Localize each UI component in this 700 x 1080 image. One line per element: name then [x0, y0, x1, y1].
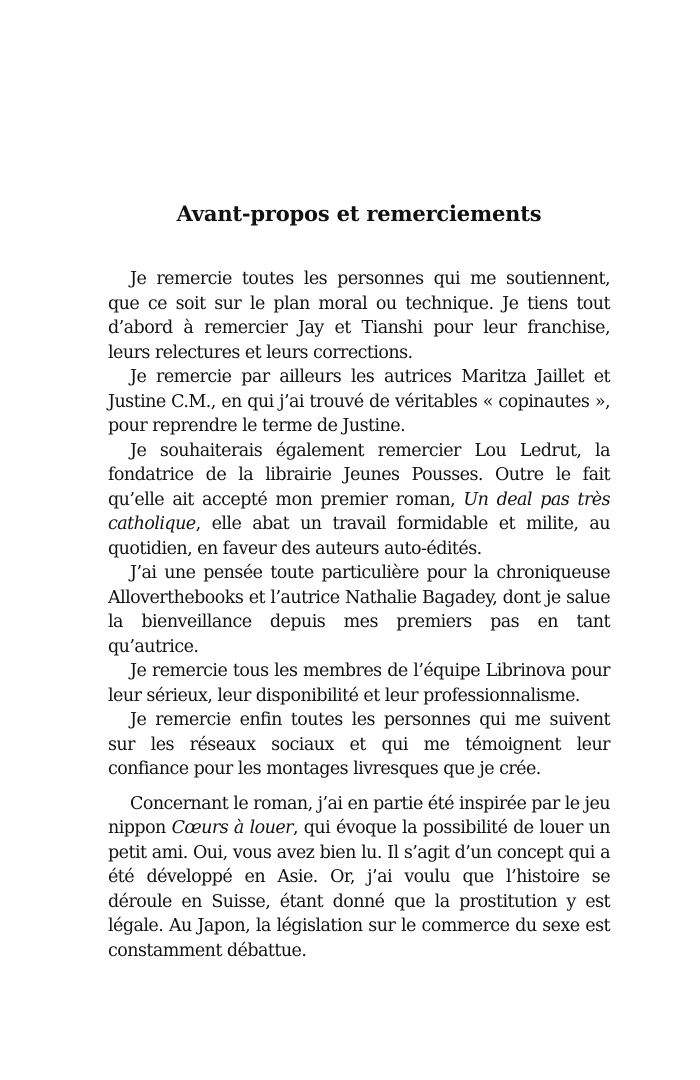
- paragraph-text: , elle abat un travail formidable et milite, au quotidien, en faveur des auteurs auto-édités.: [108, 514, 610, 559]
- book-title: Un deal pas très catholique: [108, 489, 610, 534]
- paragraph-novel-inspiration: [108, 792, 610, 964]
- paragraph-thanks-bookshop: [108, 439, 610, 562]
- game-title: Cœurs à louer: [171, 818, 293, 838]
- book-page: [108, 198, 610, 963]
- paragraph-text: Concernant le roman, j’ai en partie été inspirée par le jeu nippon: [108, 793, 610, 838]
- page-title: Avant-propos et remerciements: [176, 201, 542, 226]
- paragraph-thanks-authors: Je remercie par ailleurs les autrices Maritza Jaillet et Justine C.M., en qui j’ai trouvé de véritables « copinautes », pour reprendre le terme de Justine.: [108, 367, 610, 436]
- paragraph-thanks-support: Je remercie toutes les personnes qui me soutiennent, que ce soit sur le plan moral ou technique. Je tiens tout d’abord à remercier Jay et Tianshi pour leur franchise, leurs relectures et leurs corrections.: [108, 269, 610, 363]
- paragraph-thanks-publisher: Je remercie tous les membres de l’équipe Librinova pour leur sérieux, leur disponibilité et leur professionnalisme.: [108, 661, 610, 706]
- paragraph-text: Je souhaiterais également remercier Lou Ledrut, la fondatrice de la librairie Jeunes Pousses. Outre le fait qu’elle ait accepté mon premier roman,: [108, 440, 610, 510]
- paragraph-thanks-reviewer: J’ai une pensée toute particulière pour la chroniqueuse Alloverthebooks et l’autrice Nathalie Bagadey, dont je salue la bienveillance depuis mes premiers pas en tant qu’autrice.: [108, 563, 610, 657]
- paragraph-text: , qui évoque la possibilité de louer un petit ami. Oui, vous avez bien lu. Il s’agit d’un concept qui a été développé en Asie. Or, j’ai voulu que l’histoire se déroule en Suisse, étant donné que la prostitution y est légale. Au Japon, la législation sur le commerce du sexe est constamment débattue.: [108, 818, 610, 961]
- paragraph-thanks-followers: Je remercie enfin toutes les personnes qui me suivent sur les réseaux sociaux et qui me témoignent leur confiance pour les montages livresques que je crée.: [108, 710, 610, 779]
- body-text: [108, 267, 610, 963]
